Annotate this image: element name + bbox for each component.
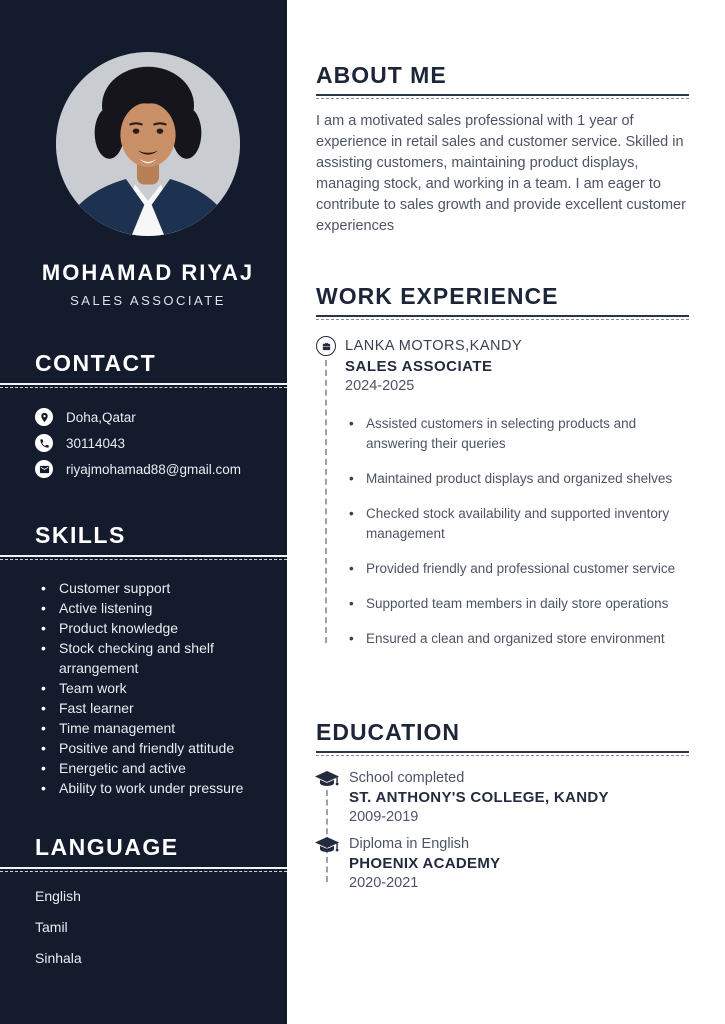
portrait-illustration [56,52,240,236]
language-item: English [35,888,81,904]
contact-row-location [35,408,261,426]
graduation-cap-icon [314,836,340,856]
contact-phone: 30114043 [66,435,126,451]
contact-list [35,408,261,478]
education-period: 2009-2019 [349,809,419,825]
contact-row-email [35,460,261,478]
language-item: Sinhala [35,950,82,966]
education-entry [316,836,689,896]
work-bullet: • Ensured a clean and organized store environment [349,629,689,649]
education-heading: EDUCATION [316,719,461,745]
work-company: LANKA MOTORS,KANDY [345,338,523,354]
skill-item: • Product knowledge [41,618,261,638]
work-experience-section [316,283,689,649]
work-heading: WORK EXPERIENCE [316,283,559,309]
candidate-title: SALES ASSOCIATE [70,293,226,308]
work-bullet: • Supported team members in daily store operations [349,594,689,614]
work-bullet: • Checked stock availability and supported inventory management [349,504,689,544]
section-rule [316,315,689,320]
location-pin-icon [35,408,53,426]
education-period: 2020-2021 [349,875,419,891]
work-bullet: • Assisted customers in selecting products and answering their queries [349,414,689,454]
skills-section [35,522,261,798]
language-section [35,834,261,966]
skill-item: • Ability to work under pressure [41,778,261,798]
section-rule [316,751,689,756]
language-heading: LANGUAGE [35,834,179,860]
skills-list [35,578,261,798]
education-label: School completed [349,770,465,786]
education-list [316,770,689,896]
skill-item: • Time management [41,718,261,738]
skill-item: • Positive and friendly attitude [41,738,261,758]
about-text: I am a motivated sales professional with 1 year of experience in retail sales and customer service. Skilled in assisting customers, maintaining product displays, managing stock, and working in a team. I am eager to contribute to sales growth and provide excellent customer experiences [316,113,686,234]
education-school: PHOENIX ACADEMY [349,855,501,872]
main-column [287,0,725,1024]
contact-heading: CONTACT [35,350,157,376]
contact-section [35,350,261,478]
graduation-cap-icon [314,770,340,790]
work-role: SALES ASSOCIATE [345,358,493,375]
language-item: Tamil [35,919,68,935]
education-label: Diploma in English [349,836,470,852]
candidate-name: MOHAMAD RIYAJ [41,260,255,285]
section-rule [0,383,287,388]
work-entry [316,336,689,649]
skill-item: • Team work [41,678,261,698]
skill-item: • Stock checking and shelf arrangement [41,638,261,678]
language-list [35,888,261,966]
skill-item: • Active listening [41,598,261,618]
sidebar [0,0,287,1024]
education-section [316,719,689,896]
contact-row-phone [35,434,261,452]
skills-heading: SKILLS [35,522,126,548]
about-heading: ABOUT ME [316,62,447,88]
work-period: 2024-2025 [345,378,415,394]
briefcase-icon [316,336,336,356]
work-bullet-list [345,414,689,649]
work-bullet: • Maintained product displays and organized shelves [349,469,689,489]
skill-item: • Customer support [41,578,261,598]
profile-photo [56,52,240,236]
section-rule [0,555,287,560]
email-icon [35,460,53,478]
phone-icon [35,434,53,452]
skill-item: • Energetic and active [41,758,261,778]
education-entry [316,770,689,830]
contact-location: Doha,Qatar [66,409,136,425]
contact-email: riyajmohamad88@gmail.com [66,461,242,477]
work-bullet: • Provided friendly and professional customer service [349,559,689,579]
about-section [316,62,689,237]
section-rule [0,867,287,872]
timeline-dashed-line [325,360,327,643]
section-rule [316,94,689,99]
education-school: ST. ANTHONY'S COLLEGE, KANDY [349,789,609,806]
skill-item: • Fast learner [41,698,261,718]
